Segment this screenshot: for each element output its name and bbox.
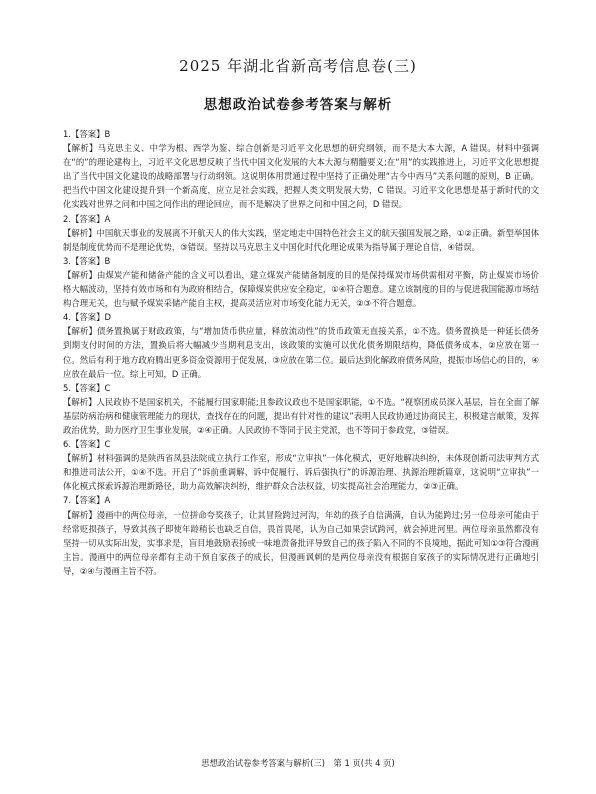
question-answer-label: 3.【答案】B <box>63 255 111 266</box>
page-subtitle: 思想政治试卷参考答案与解析 <box>203 97 393 113</box>
question-explanation: 【解析】由煤炭产能和储备产能的含义可以看出，建立煤炭产能储备制度的目的是保持煤炭市场供需相对平衡，防止煤炭市场价格大幅波动，坚持有效市场和有为政府相结合，保障煤炭供应安全稳定，①④符合题意。建立该制度的目的与促进我国能源市场结构合理无关，也与赋予煤炭采储产能自主权，提高灵活应对市场变化能力无关，②③不符合题意。 <box>63 269 539 309</box>
question-explanation: 【解析】漫画中的两位母亲，一位拼命夸奖孩子，让其冒险跨过河沟，年幼的孩子自信满满，自认为能跨过;另一位母亲可能由于经常贬损孩子，导致其孩子即使年龄稍长也缺乏自信，畏首畏尾，认为自己如果尝试跨河，就会掉进河里。两位母亲虽然都没有坚持一切从实际出发，实事求是，盲目地鼓励表扬或一味地责备批评导致自己的孩子陷入不同的不良境地，据此可知①③符合漫画主旨。漫画中的两位母亲都有主动干预自家孩子的成长，但漫画讽刺的是两位母亲没有根据自家孩子的实际情况进行正确地引导，②④与漫画主旨不符。 <box>63 509 539 576</box>
question-answer-label: 2.【答案】A <box>63 213 111 224</box>
question-4 <box>63 310 539 380</box>
question-explanation: 【解析】中国航天事业的发展离不开航天人的伟大实践，坚定地走中国特色社会主义的航天强国发展之路，①②正确。新型举国体制是制度优势而不是理论优势，③错误。坚持以马克思主义中国化时代化理论成果为指导属于理论自信，④错误。 <box>63 227 539 252</box>
question-answer-label: 7.【答案】A <box>63 495 111 506</box>
question-7 <box>63 493 539 578</box>
question-explanation: 【解析】债务置换属于财政政策，与“增加货币供应量，释放流动性”的货币政策无直接关系，①不选。债务置换是一种延长债务到期支付时间的方法，置换后将大幅减少当期利息支出，该政策的实施可以优化债务期限结构，降低债务成本，②应放在第一位。然后有利于地方政府腾出更多资金资源用于促发展，③应放在第二位。最后达到化解政府债务风险，提振市场信心的目的，④应放在最后一位。综上可知，D 正确。 <box>63 326 539 379</box>
question-explanation: 【解析】人民政协不是国家机关，不能履行国家职能;且参政议政也不是国家职能，①不选。“视察团成员深入基层，旨在全面了解基层防病治病和健康管理能力的现状，查找存在的问题，提出有针对性的建议”表明人民政协通过协商民主，积极建言献策，发挥政治优势，助力医疗卫生事业发展，②④正确。人民政协不等同于民主党派，也不等同于参政党，③错误。 <box>63 396 539 435</box>
question-answer-label: 4.【答案】D <box>63 312 111 323</box>
question-answer-label: 5.【答案】C <box>63 382 111 393</box>
question-answer-label: 6.【答案】C <box>63 439 111 450</box>
question-3 <box>63 254 539 310</box>
question-2 <box>63 212 539 254</box>
question-explanation: 【解析】马克思主义、中学为根、西学为鉴、综合创新是习近平文化思想的研究纲领，而不是大本大源，A 错误。材料中强调在“的”的理论建构上，习近平文化思想反映了当代中国文化发展的大本大源与精髓要义;在“用”的实践推进上，习近平文化思想提出了当代中国文化建设的战略部署与行动纲领。这说明体用贯通过程中坚持了正确处理“古今中西马”关系问题的原则，B 正确。把当代中国文化建设提升到一个新高度，应立足社会实践，把握人类文明发展大势，C 错误。习近平文化思想是基于新时代的文化实践对世界之问和中国之问作出的理论回应，而不是解决了世界之问和中国之问，D 错误。 <box>63 143 539 210</box>
question-explanation: 【解析】材料强调的是陕西省凤县法院成立执行工作室，形成“立审执”一体化模式，更好地解决纠纷，未体现创新司法审判方式和推进司法公开，①④不选。开启了“诉前重调解、诉中促履行、诉后强执行”的诉源治理、执源治理新篇章，这说明“立审执”一体化模式探索诉源治理新路径，助力高效解决纠纷，维护群众合法权益，切实提高社会治理能力，②③正确。 <box>63 453 539 492</box>
question-5 <box>63 381 539 437</box>
page-title: 2025 年湖北省新高考信息卷(三) <box>179 57 417 75</box>
question-6 <box>63 437 539 493</box>
answer-list <box>63 127 539 578</box>
page-footer: 思想政治试卷参考答案与解析(三) 第 1 页(共 4 页) <box>201 758 395 768</box>
question-answer-label: 1.【答案】B <box>63 129 111 139</box>
question-1 <box>63 127 539 212</box>
